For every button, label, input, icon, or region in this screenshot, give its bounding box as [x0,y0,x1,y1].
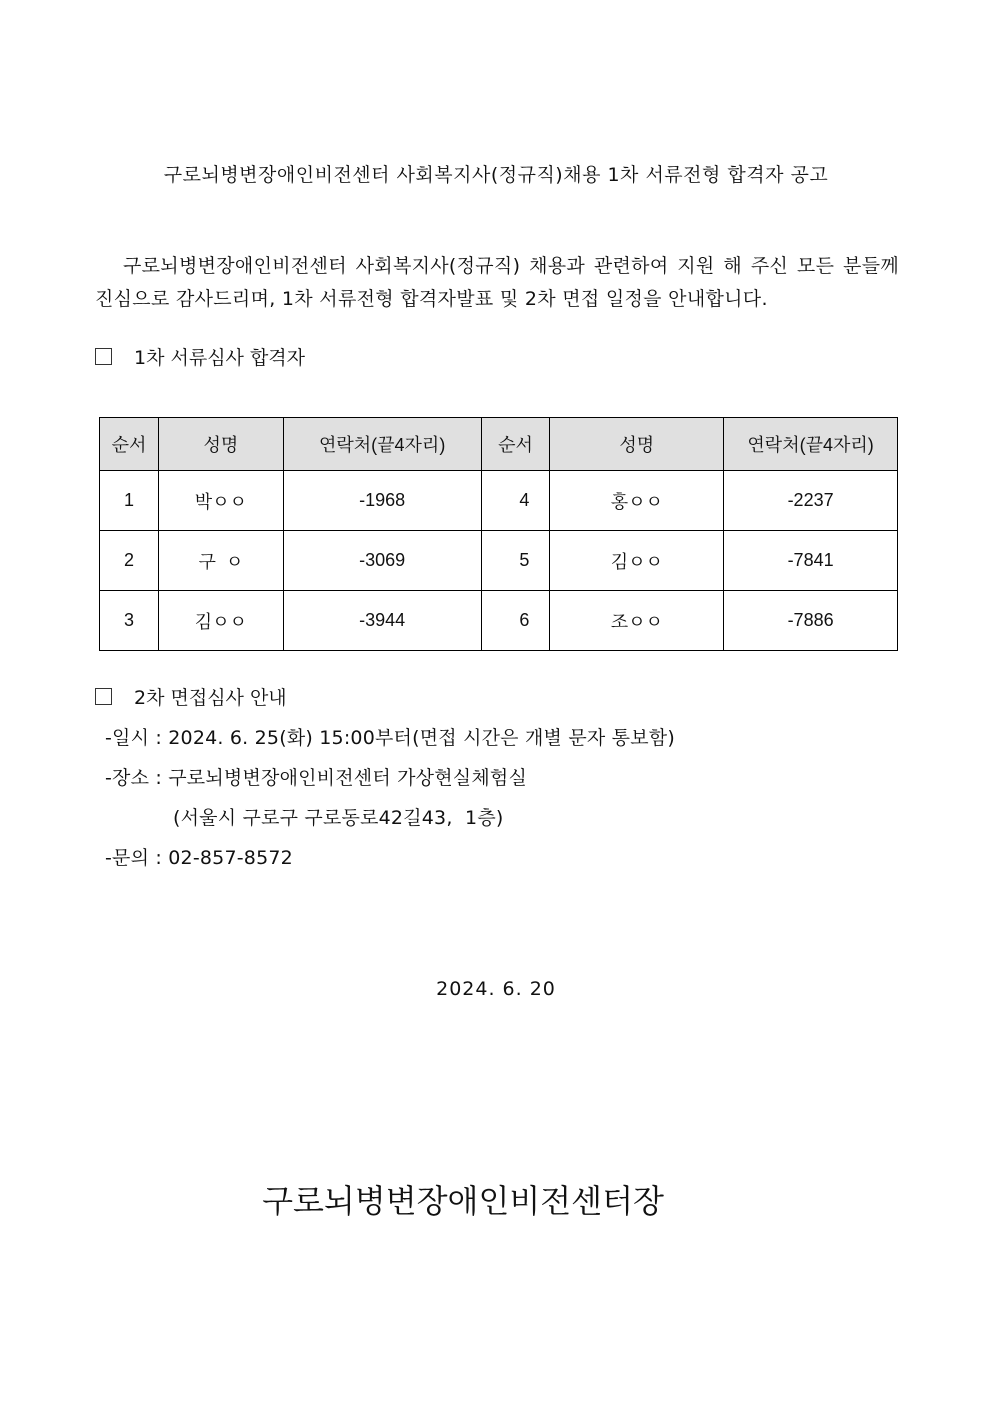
cell-contact: -7886 [724,591,898,651]
cell-order: 1 [100,471,159,531]
table-row [100,591,898,651]
cell-name: 김ㅇㅇ [550,531,724,591]
organization-signature: 구로뇌병변장애인비전센터장 [262,1182,664,1220]
interview-schedule: -일시 : 2024. 6. 25(화) 15:00부터(면접 시간은 개별 문자 통보함) [105,727,675,749]
cell-contact: -3944 [283,591,481,651]
cell-contact: -7841 [724,531,898,591]
notice-date: 2024. 6. 20 [436,978,556,1000]
header-contact: 연락처(끝4자리) [283,418,481,471]
header-order: 순서 [100,418,159,471]
interview-contact: -문의 : 02-857-8572 [105,847,293,869]
table-header-row [100,418,898,471]
intro-paragraph: 구로뇌병변장애인비전센터 사회복지사(정규직) 채용과 관련하여 지원 해 주신 모든 분들께 진심으로 감사드리며, 1차 서류전형 합격자발표 및 2차 면접 일정을 안내합니다. [95,255,899,310]
header-order: 순서 [481,418,550,471]
cell-order: 2 [100,531,159,591]
table-row [100,531,898,591]
table-row [100,471,898,531]
header-name: 성명 [550,418,724,471]
header-contact: 연락처(끝4자리) [724,418,898,471]
section-heading: 2차 면접심사 안내 [134,687,287,709]
header-name: 성명 [158,418,283,471]
cell-contact: -2237 [724,471,898,531]
notice-title: 구로뇌병변장애인비전센터 사회복지사(정규직)채용 1차 서류전형 합격자 공고 [163,164,829,186]
cell-order: 4 [481,471,550,531]
cell-name: 홍ㅇㅇ [550,471,724,531]
cell-order: 5 [481,531,550,591]
interview-address: (서울시 구로구 구로동로42길43, 1층) [173,807,504,829]
interview-place: -장소 : 구로뇌병변장애인비전센터 가상현실체험실 [105,767,528,789]
pass-table [99,417,898,651]
cell-order: 6 [481,591,550,651]
cell-name: 구 ㅇ [158,531,283,591]
cell-contact: -1968 [283,471,481,531]
section-heading: 1차 서류심사 합격자 [134,347,305,369]
cell-name: 조ㅇㅇ [550,591,724,651]
section-interview [95,683,287,710]
checkbox-square-icon [95,688,112,705]
cell-name: 김ㅇㅇ [158,591,283,651]
section-pass-list [95,343,305,370]
cell-name: 박ㅇㅇ [158,471,283,531]
cell-contact: -3069 [283,531,481,591]
checkbox-square-icon [95,348,112,365]
cell-order: 3 [100,591,159,651]
